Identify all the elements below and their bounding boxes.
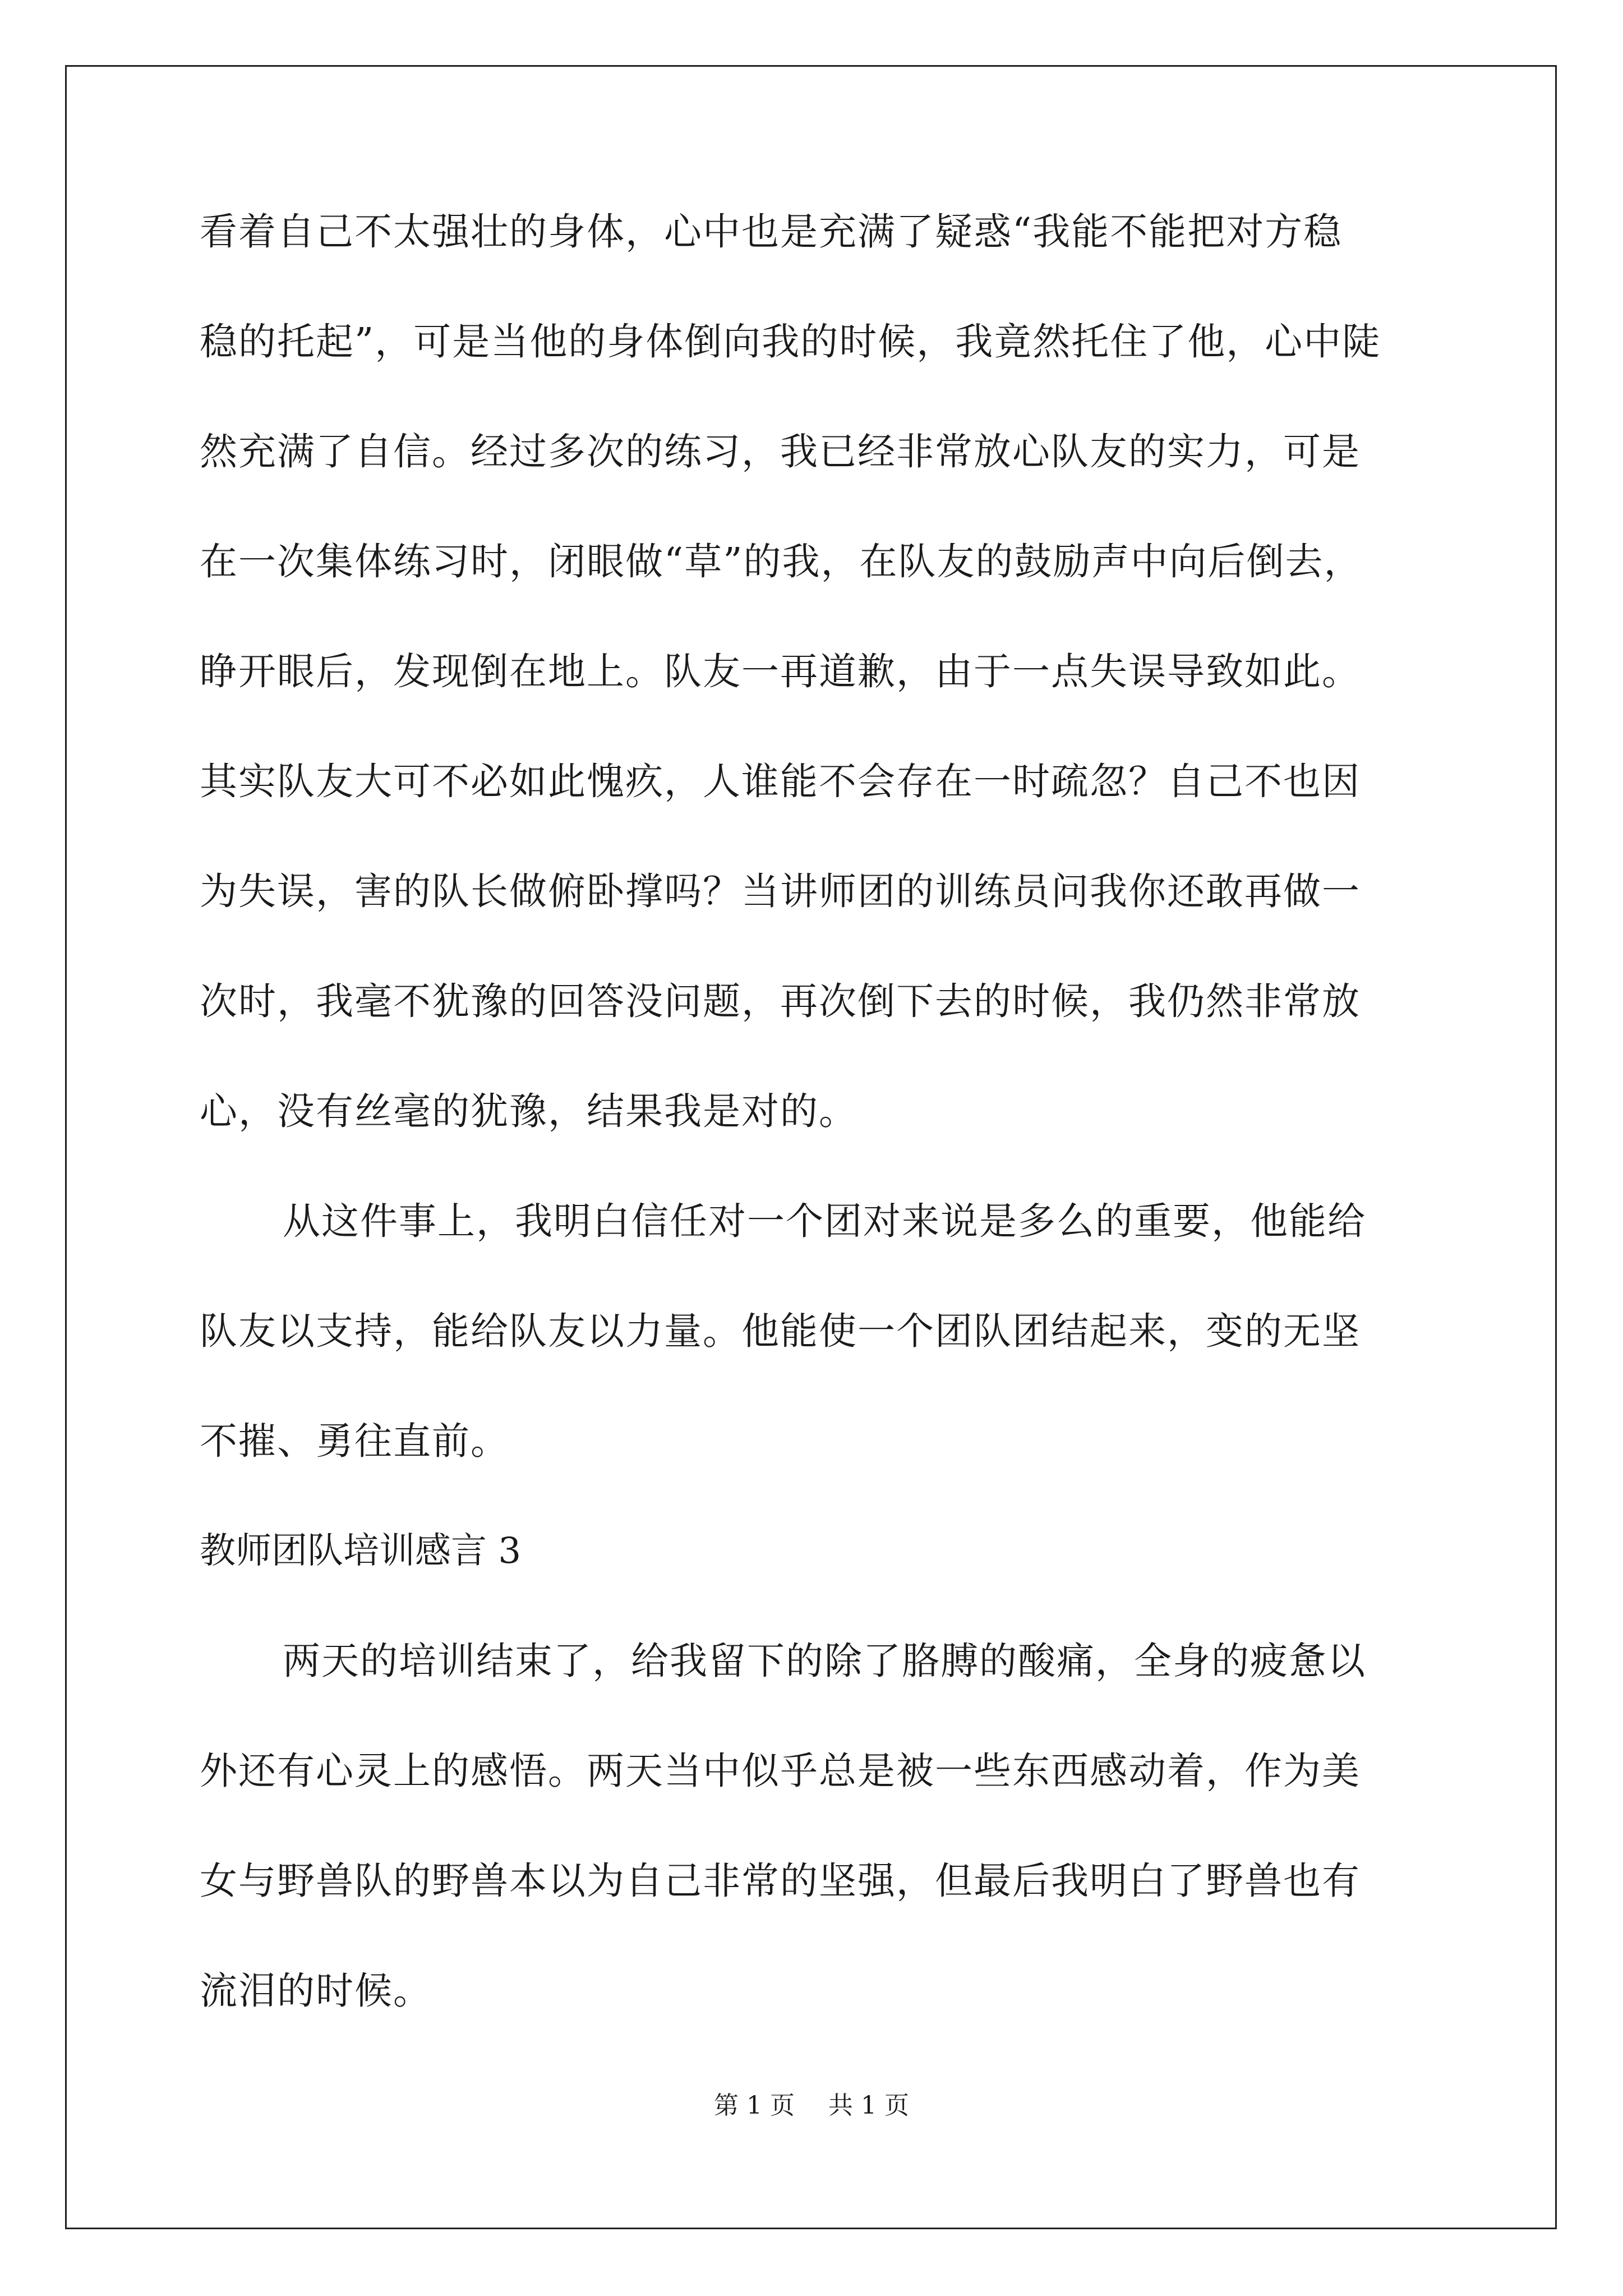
paragraph-line: 两天的培训结束了，给我留下的除了胳膊的酸痛，全身的疲惫以 [283, 1639, 1366, 1683]
page-total: 共 1 页 [828, 2091, 909, 2120]
paragraph-line: 外还有心灵上的感悟。两天当中似乎总是被一些东西感动着，作为美 [200, 1749, 1361, 1793]
paragraph-line: 稳的托起”，可是当他的身体倒向我的时候，我竟然托住了他，心中陡 [200, 320, 1381, 364]
paragraph-line: 流泪的时候。 [200, 1969, 432, 2013]
document-body [200, 210, 1433, 2082]
paragraph-line: 其实队友大可不必如此愧疚，人谁能不会存在一时疏忽？自己不也因 [200, 760, 1361, 803]
page-number: 第 1 页 [714, 2091, 795, 2120]
paragraph-line: 为失误，害的队长做俯卧撑吗？当讲师团的训练员问我你还敢再做一 [200, 869, 1361, 913]
paragraph-line: 从这件事上，我明白信任对一个团对来说是多么的重要，他能给 [283, 1199, 1366, 1243]
paragraph-line: 队友以支持，能给队友以力量。他能使一个团队团结起来，变的无坚 [200, 1309, 1361, 1353]
paragraph-line: 次时，我毫不犹豫的回答没问题，再次倒下去的时候，我仍然非常放 [200, 979, 1361, 1023]
paragraph-line: 不摧、勇往直前。 [200, 1419, 509, 1463]
paragraph-line: 睁开眼后，发现倒在地上。队友一再道歉，由于一点失误导致如此。 [200, 650, 1361, 693]
paragraph-line: 然充满了自信。经过多次的练习，我已经非常放心队友的实力，可是 [200, 430, 1361, 473]
paragraph-line: 在一次集体练习时，闭眼做“草”的我，在队友的鼓励声中向后倒去， [200, 540, 1363, 583]
page-footer [0, 2093, 1623, 2118]
section-heading: 教师团队培训感言 3 [200, 1530, 522, 1572]
paragraph-line: 看着自己不太强壮的身体，心中也是充满了疑惑“我能不能把对方稳 [200, 210, 1343, 254]
paragraph-line: 心，没有丝毫的犹豫，结果我是对的。 [200, 1089, 857, 1133]
paragraph-line: 女与野兽队的野兽本以为自己非常的坚强，但最后我明白了野兽也有 [200, 1859, 1361, 1903]
